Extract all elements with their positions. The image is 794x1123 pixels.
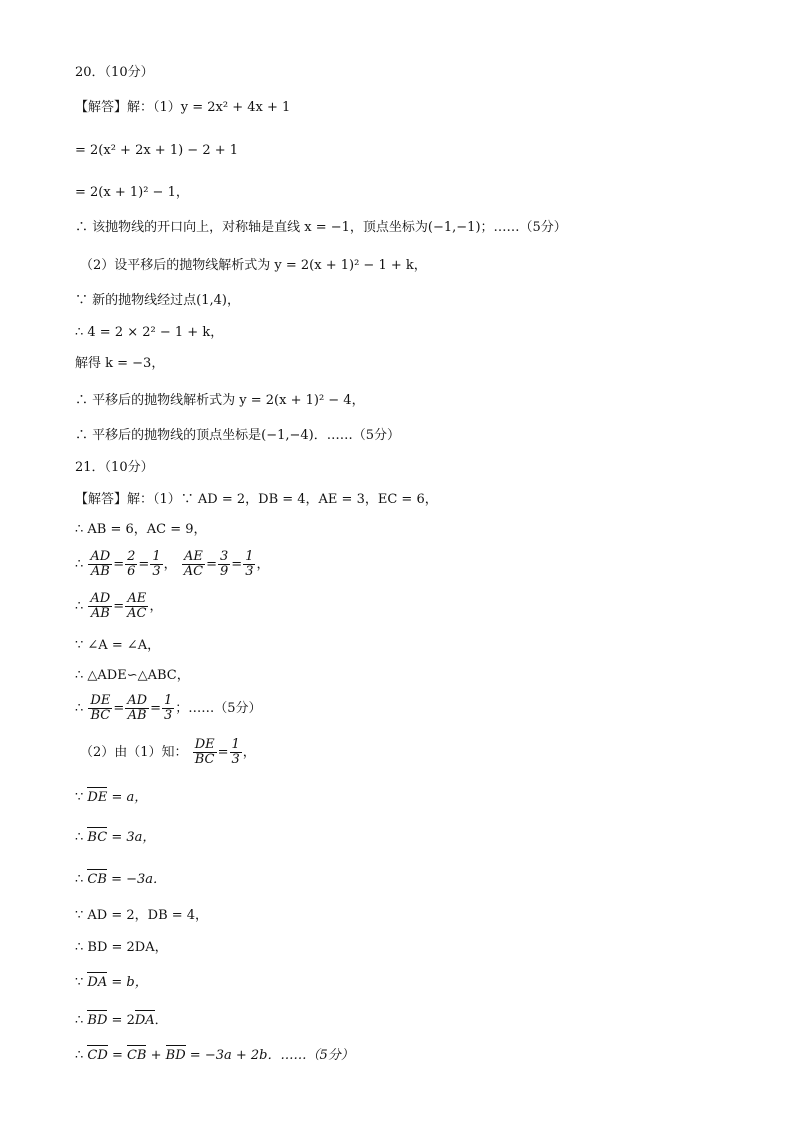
vector-cd: CD — [87, 1048, 108, 1063]
vector-cb: CB — [87, 872, 107, 887]
vector-cb: CB — [126, 1048, 147, 1063]
q21-line-4: ∴ $\frac{AD}{AB}$ = $\frac{AE}{AC}$ ， — [75, 591, 163, 621]
vector-bd: BD — [165, 1048, 186, 1063]
q20-heading: 20．（10分） — [75, 65, 154, 80]
q20-line-9: ∴ 平移后的抛物线解析式为 y = 2(x + 1)² − 4， — [75, 393, 365, 408]
q21-line-13: ∴ BD = 2DA， — [75, 940, 168, 955]
fraction-ad-ab: $\frac{AD}{AB}$ — [127, 693, 148, 723]
q21-line-10: ∴ BC = 3a， — [75, 830, 156, 845]
vector-da: DA — [87, 975, 108, 990]
fraction-3-9: $\frac{3}{9}$ — [220, 549, 229, 579]
q20-line-8: 解得 k = −3， — [75, 356, 165, 371]
fraction-ae-ac: $\frac{AE}{AC}$ — [183, 549, 204, 579]
q21-heading: 21．（10分） — [75, 460, 154, 475]
q20-line-2: = 2(x² + 2x + 1) − 2 + 1 — [75, 143, 239, 158]
q21-line-2: ∴ AB = 6，AC = 9， — [75, 522, 207, 537]
fraction-de-bc: $\frac{DE}{BC}$ — [194, 737, 215, 767]
q20-line-4: ∴ 该抛物线的开口向上，对称轴是直线 x = −1，顶点坐标为(−1,−1)；……（5分） — [75, 220, 567, 235]
fraction-ae-ac: $\frac{AE}{AC}$ — [127, 591, 147, 621]
fraction-1-3: $\frac{1}{3}$ — [163, 693, 173, 723]
q21-line-1: 【解答】解：（1）∵ AD = 2，DB = 4，AE = 3，EC = 6， — [75, 492, 438, 507]
q21-line-11: ∴ CB = −3a． — [75, 872, 167, 887]
fraction-1-3-b: $\frac{1}{3}$ — [245, 549, 254, 579]
therefore-symbol: ∴ — [75, 557, 84, 572]
q20-line-7: ∴ 4 = 2 × 2² − 1 + k， — [75, 325, 224, 340]
q21-line-8: （2）由（1）知： $\frac{DE}{BC}$ = $\frac{1}{3}$ ， — [80, 737, 256, 767]
fraction-ad-ab: $\frac{AD}{AB}$ — [90, 549, 111, 579]
q21-line-6: ∴ △ADE∽△ABC， — [75, 668, 190, 683]
fraction-2-6: $\frac{2}{6}$ — [127, 549, 136, 579]
q21-line-3: ∴ $\frac{AD}{AB}$ = $\frac{2}{6}$ = $\frac{1}{3}$ ， $\frac{AE}{AC}$ = $\frac{3}{9}$ = $\frac{1}{3}$ ， — [75, 549, 270, 579]
therefore-symbol: ∴ — [75, 701, 84, 716]
q20-line-1: 【解答】解：（1）y = 2x² + 4x + 1 — [75, 100, 291, 115]
q21-line-12: ∵ AD = 2，DB = 4， — [75, 908, 209, 923]
q21-line-7: ∴ $\frac{DE}{BC}$ = $\frac{AD}{AB}$ = $\frac{1}{3}$ ；……（5分） — [75, 693, 262, 723]
q21-line-5: ∵ ∠A = ∠A， — [75, 638, 161, 653]
q20-line-3: = 2(x + 1)² − 1， — [75, 185, 189, 200]
fraction-1-3: $\frac{1}{3}$ — [231, 737, 240, 767]
vector-de: DE — [87, 790, 108, 805]
q20-line-6: ∵ 新的抛物线经过点(1,4)， — [75, 293, 240, 308]
therefore-symbol: ∴ — [75, 599, 84, 614]
fraction-1-3-a: $\frac{1}{3}$ — [152, 549, 161, 579]
q21-line-14: ∵ DA = b， — [75, 975, 148, 990]
vector-da: DA — [134, 1013, 155, 1028]
fraction-de-bc: $\frac{DE}{BC}$ — [90, 693, 111, 723]
fraction-ad-ab: $\frac{AD}{AB}$ — [90, 591, 111, 621]
q21-line-16: ∴ CD = CB + BD = −3a + 2b．……（5分） — [75, 1048, 354, 1063]
q20-line-5: （2）设平移后的抛物线解析式为 y = 2(x + 1)² − 1 + k， — [80, 258, 427, 273]
vector-bc: BC — [87, 830, 108, 845]
q21-line-15: ∴ BD = 2DA． — [75, 1013, 168, 1028]
vector-bd: BD — [87, 1013, 108, 1028]
q20-line-10: ∴ 平移后的抛物线的顶点坐标是(−1,−4)．……（5分） — [75, 428, 401, 443]
q21-line-9: ∵ DE = a， — [75, 790, 148, 805]
